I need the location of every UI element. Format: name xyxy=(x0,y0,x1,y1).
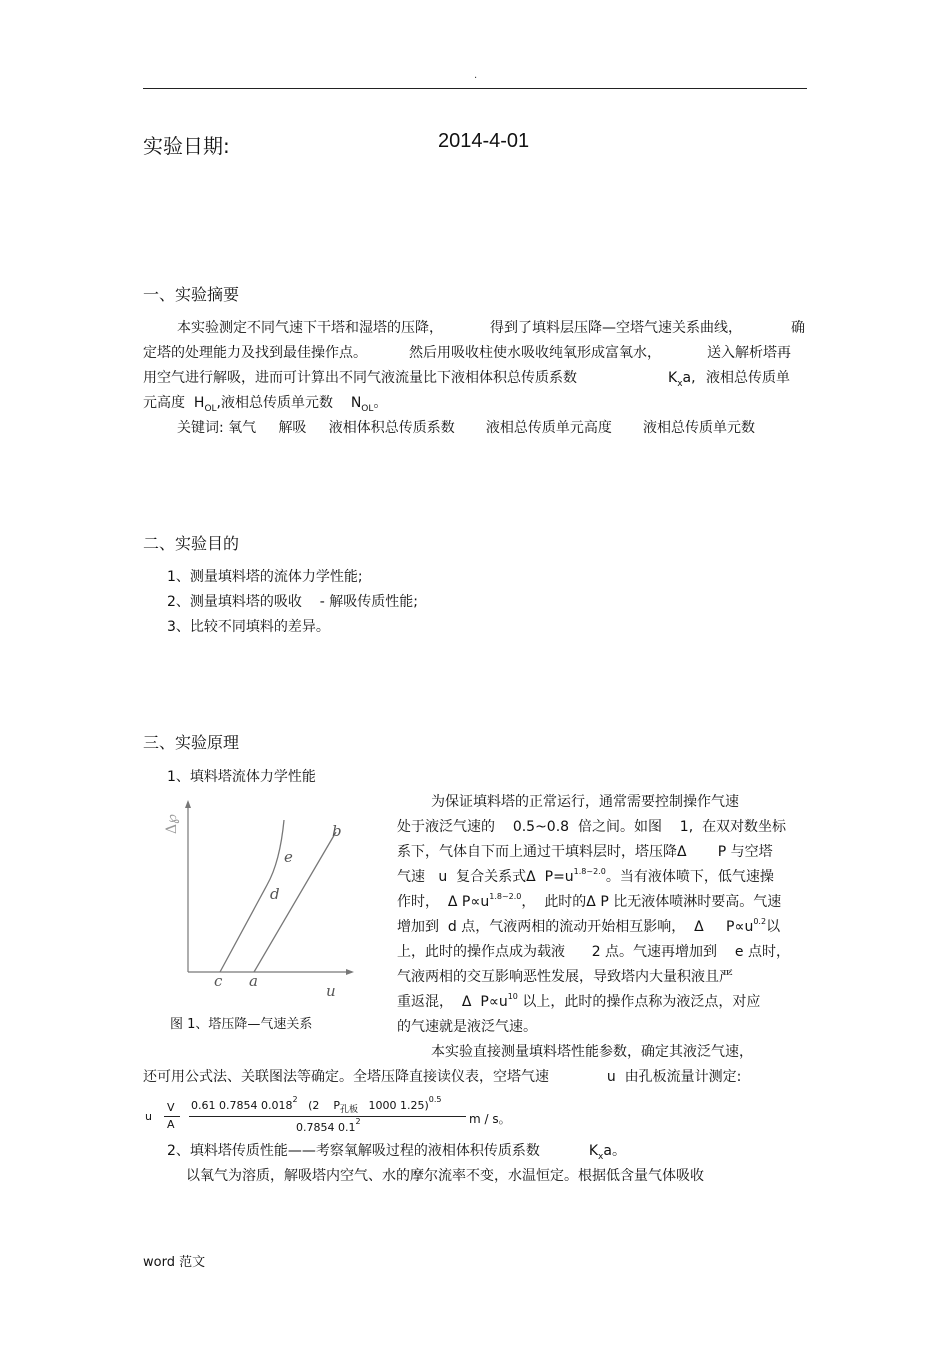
principle-line-10: 的气速就是液泛气速。 xyxy=(397,1019,537,1035)
abstract-line-1b: 得到了填料层压降—空塔气速关系曲线， xyxy=(490,320,742,336)
formula-frac-bar-1 xyxy=(164,1116,180,1117)
principle-line-1: 为保证填料塔的正常运行，通常需要控制操作气速 xyxy=(431,794,739,810)
abstract-line-1a: 本实验测定不同气速下干塔和湿塔的压降， xyxy=(177,320,443,336)
subsection-2: 2、填料塔传质性能——考察氧解吸过程的液相体积传质系数 $K_xa$。 xyxy=(167,1143,626,1162)
label-e: e xyxy=(284,848,293,866)
principle-line-5: 作时， Δ $P\propto u^{1.8\sim 2.0}$， 此时的Δ P 比无液体喷淋时要高。气速 xyxy=(397,892,782,910)
formula-numerator: 0.61 0.7854 0.018$^2$ (2 $P_{孔板}$ 1000 1.25)$^{0.5}$ xyxy=(191,1095,442,1116)
label-d: d xyxy=(270,885,280,903)
formula-V: V xyxy=(167,1101,175,1114)
principle-line-8: 气液两相的交互影响恶性发展，导致塔内大量积液且严 xyxy=(397,969,733,985)
principle-para2-line-1: 本实验直接测量填料塔性能参数，确定其液泛气速， xyxy=(431,1044,753,1060)
section-1-title: 一、实验摘要 xyxy=(143,285,240,304)
date-value: 2014-4-01 xyxy=(438,130,530,152)
keywords: 关键词: 氧气 解吸 液相体积总传质系数 液相总传质单元高度 液相总传质单元数 xyxy=(177,420,756,436)
formula-u: u xyxy=(145,1110,152,1123)
subsection-1: 1、填料塔流体力学性能 xyxy=(167,769,316,785)
label-c: c xyxy=(214,972,223,990)
footer: word 范文 xyxy=(143,1255,206,1270)
label-b: b xyxy=(332,822,342,840)
principle-line-4: 气速 u 复合关系式Δ $P=u^{1.8\sim 2.0}$。当有液体喷下，低气速操 xyxy=(397,867,774,885)
dry-line xyxy=(254,832,336,972)
section-2-title: 二、实验目的 xyxy=(143,534,240,553)
objective-3: 3、比较不同填料的差异。 xyxy=(167,619,330,635)
formula-unit: m / s。 xyxy=(469,1112,511,1126)
date-label: 实验日期: xyxy=(143,134,230,158)
abstract-line-1c: 确 xyxy=(791,320,805,336)
principle-line-3: 系下，气体自下而上通过干填料层时，塔压降Δ P 与空塔 xyxy=(397,844,773,860)
abstract-line-4: 元高度 $H_{OL}$,液相总传质单元数 $N_{OL}$。 xyxy=(143,395,388,414)
header-rule xyxy=(143,88,807,89)
objective-1: 1、测量填料塔的流体力学性能; xyxy=(167,569,363,585)
figure-caption: 图 1、塔压降—气速关系 xyxy=(170,1017,313,1032)
principle-line-6: 增加到 d 点，气液两相的流动开始相互影响， Δ $P\propto u^{0.2}$以 xyxy=(397,917,781,935)
principle-line-2: 处于液泛气速的 0.5~0.8 倍之间。如图 1, 在双对数坐标 xyxy=(397,819,787,835)
abstract-line-2b: 然后用吸收柱使水吸收纯氧形成富氧水， xyxy=(409,345,661,361)
header-mark: . xyxy=(474,70,478,81)
label-a: a xyxy=(249,972,258,990)
principle-para2-line-2: 还可用公式法、关联图法等确定。全塔压降直接读仪表，空塔气速 u 由孔板流量计测定: xyxy=(143,1069,742,1085)
pressure-drop-figure xyxy=(160,800,360,1000)
principle-line-9: 重返混， Δ $P\propto u^{10}$ 以上，此时的操作点称为液泛点，对应 xyxy=(397,992,761,1010)
mass-transfer-line: 以氧气为溶质，解吸塔内空气、水的摩尔流率不变，水温恒定。根据低含量气体吸收 xyxy=(186,1168,704,1184)
section-3-title: 三、实验原理 xyxy=(143,733,240,752)
abstract-line-2c: 送入解析塔再 xyxy=(707,345,791,361)
objective-2: 2、测量填料塔的吸收 - 解吸传质性能; xyxy=(167,594,418,610)
principle-line-7: 上，此时的操作点成为载液 2 点。气速再增加到 e 点时， xyxy=(397,944,790,960)
abstract-line-3a: 用空气进行解吸，进而可计算出不同气液流量比下液相体积总传质系数 xyxy=(143,370,577,386)
formula-frac-bar-2 xyxy=(189,1116,466,1117)
x-axis-label: u xyxy=(326,982,336,1000)
y-axis-label: Δ℘ xyxy=(164,814,180,834)
formula-denominator: 0.7854 $0.1^2$ xyxy=(296,1117,361,1134)
abstract-line-2a: 定塔的处理能力及找到最佳操作点。 xyxy=(143,345,367,361)
abstract-line-3c: 液相总传质单 xyxy=(706,370,790,386)
abstract-kxa: $K_xa$, xyxy=(668,370,696,389)
formula-A: A xyxy=(167,1118,175,1131)
